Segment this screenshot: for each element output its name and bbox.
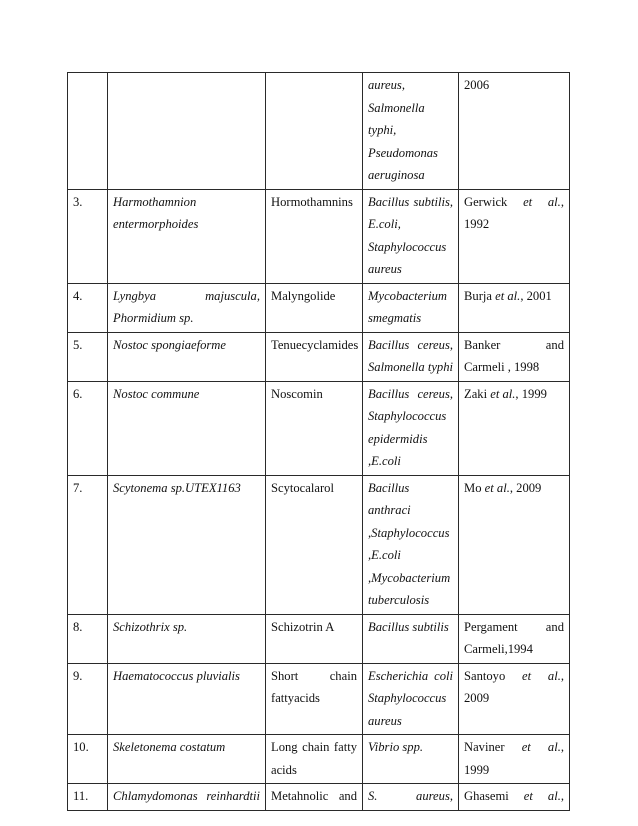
organism-cell [108, 381, 266, 475]
target-organism-cell [363, 475, 459, 614]
target-organism-cell-line: Mycobacterium [368, 288, 448, 303]
reference-cell-line: Carmeli , 1998 [464, 360, 540, 374]
table-body [68, 73, 570, 811]
organism-cell-line: entermorphoides [113, 217, 199, 231]
target-organism-cell-line: ,Mycobacterium [368, 570, 451, 585]
antimicrobial-compounds-table [67, 72, 570, 811]
reference-cell-line: Carmeli,1994 [464, 642, 533, 656]
table-row [68, 73, 570, 190]
table-row [68, 475, 570, 614]
target-organism-cell-line: Staphylococcus [368, 239, 447, 254]
reference-cell [459, 614, 570, 663]
row-number: 9. [68, 663, 108, 735]
target-organism-cell [363, 332, 459, 381]
reference-cell-line: 2006 [464, 78, 490, 92]
compound-cell [266, 475, 363, 614]
target-organism-cell-line: epidermidis [368, 431, 428, 446]
target-organism-cell-line: Bacillus cereus, [368, 337, 453, 352]
table-row [68, 283, 570, 332]
target-organism-cell-line: ,Staphylococcus [368, 525, 450, 540]
target-organism-cell [363, 381, 459, 475]
table-row [68, 663, 570, 735]
organism-cell [108, 73, 266, 190]
row-number: 11. [68, 784, 108, 811]
table-row [68, 784, 570, 811]
compound-cell [266, 614, 363, 663]
target-organism-cell-line: Bacillus subtilis, [368, 194, 453, 209]
target-organism-cell-line: aureus, [368, 78, 405, 92]
reference-cell [459, 73, 570, 190]
reference-cell [459, 663, 570, 735]
compound-cell [266, 784, 363, 811]
compound-cell [266, 735, 363, 784]
reference-cell-line: 2009 [464, 691, 490, 705]
reference-cell [459, 381, 570, 475]
target-organism-cell [363, 189, 459, 283]
compound-cell-line: Tenuecyclamides [271, 337, 359, 352]
compound-cell [266, 381, 363, 475]
organism-cell [108, 475, 266, 614]
organism-cell-line: Harmothamnion [113, 194, 197, 209]
reference-cell-line: 1999 [464, 762, 490, 777]
organism-cell [108, 784, 266, 811]
target-organism-cell-line: Escherichia coli [368, 668, 453, 683]
target-organism-cell-line: aureus [368, 262, 402, 276]
compound-cell-line: Malyngolide [271, 288, 336, 303]
target-organism-cell-line: ,E.coli [368, 454, 401, 468]
target-organism-cell-line: smegmatis [368, 311, 422, 325]
target-organism-cell [363, 663, 459, 735]
table-row [68, 332, 570, 381]
target-organism-cell-line: anthraci [368, 503, 411, 517]
compound-cell [266, 663, 363, 735]
row-number: 5. [68, 332, 108, 381]
target-organism-cell-line: Staphylococcus [368, 409, 447, 423]
target-organism-cell-line: Pseudomonas [368, 145, 438, 160]
target-organism-cell-line: Vibrio spp. [368, 740, 424, 754]
compound-cell-line: Long chain fatty [271, 740, 357, 754]
target-organism-cell [363, 735, 459, 784]
organism-cell [108, 663, 266, 735]
target-organism-cell-line: aureus [368, 713, 402, 728]
table-row [68, 381, 570, 475]
reference-cell-line: 1992 [464, 217, 490, 231]
reference-cell [459, 189, 570, 283]
reference-cell [459, 475, 570, 614]
row-number [68, 73, 108, 190]
organism-cell-line: Nostoc spongiaeforme [113, 337, 226, 352]
target-organism-cell-line: Bacillus subtilis [368, 619, 449, 634]
target-organism-cell-line: Salmonella [368, 100, 425, 115]
reference-cell-line: Santoyo et al., [464, 668, 564, 683]
reference-cell-line: Burja et al., 2001 [464, 288, 552, 303]
target-organism-cell [363, 73, 459, 190]
organism-cell-line: Phormidium sp. [113, 311, 194, 325]
target-organism-cell-line: typhi, [368, 123, 397, 137]
reference-cell [459, 332, 570, 381]
table-row [68, 614, 570, 663]
table-row [68, 735, 570, 784]
organism-cell-line: Scytonema sp.UTEX1163 [113, 480, 241, 495]
row-number: 7. [68, 475, 108, 614]
reference-cell [459, 735, 570, 784]
reference-cell [459, 283, 570, 332]
compound-cell-line: Noscomin [271, 386, 323, 401]
compound-cell [266, 73, 363, 190]
organism-cell-line: Skeletonema costatum [113, 740, 226, 754]
target-organism-cell-line: Staphylococcus [368, 691, 447, 705]
organism-cell-line: Schizothrix sp. [113, 619, 188, 634]
reference-cell-line: Banker and [464, 337, 564, 352]
row-number: 4. [68, 283, 108, 332]
organism-cell [108, 189, 266, 283]
target-organism-cell [363, 283, 459, 332]
organism-cell-line: Nostoc commune [113, 386, 200, 401]
compound-cell-line: fattyacids [271, 691, 320, 705]
reference-cell-line: Naviner et al., [464, 740, 564, 754]
compound-cell-line: Metahnolic and [271, 789, 357, 803]
organism-cell [108, 614, 266, 663]
target-organism-cell-line: Bacillus cereus, [368, 386, 453, 401]
reference-cell-line: Ghasemi et al., [464, 789, 565, 803]
target-organism-cell [363, 784, 459, 811]
compound-cell-line: acids [271, 762, 297, 777]
target-organism-cell-line: Salmonella typhi [368, 360, 453, 374]
reference-cell [459, 784, 570, 811]
target-organism-cell-line: S. aureus, [368, 789, 453, 803]
compound-cell [266, 332, 363, 381]
target-organism-cell-line: ,E.coli [368, 548, 401, 562]
compound-cell [266, 283, 363, 332]
reference-cell-line: Mo et al., 2009 [464, 480, 542, 495]
compound-cell [266, 189, 363, 283]
table-row [68, 189, 570, 283]
target-organism-cell-line: aeruginosa [368, 168, 425, 182]
reference-cell-line: Gerwick et al., [464, 194, 564, 209]
target-organism-cell [363, 614, 459, 663]
organism-cell-line: Chlamydomonas reinhardtii [113, 789, 260, 803]
reference-cell-line: Zaki et al., 1999 [464, 386, 547, 401]
organism-cell [108, 735, 266, 784]
row-number: 3. [68, 189, 108, 283]
row-number: 8. [68, 614, 108, 663]
compound-cell-line: Hormothamnins [271, 194, 353, 209]
row-number: 6. [68, 381, 108, 475]
compound-cell-line: Scytocalarol [271, 480, 334, 495]
organism-cell [108, 283, 266, 332]
organism-cell [108, 332, 266, 381]
target-organism-cell-line: E.coli, [368, 217, 401, 231]
compound-cell-line: Short chain [271, 668, 357, 683]
compound-cell-line: Schizotrin A [271, 619, 335, 634]
target-organism-cell-line: tuberculosis [368, 593, 430, 607]
organism-cell-line: Haematococcus pluvialis [113, 668, 240, 683]
organism-cell-line: Lyngbya majuscula, [113, 288, 260, 303]
row-number: 10. [68, 735, 108, 784]
target-organism-cell-line: Bacillus [368, 480, 410, 495]
reference-cell-line: Pergament and [464, 619, 564, 634]
